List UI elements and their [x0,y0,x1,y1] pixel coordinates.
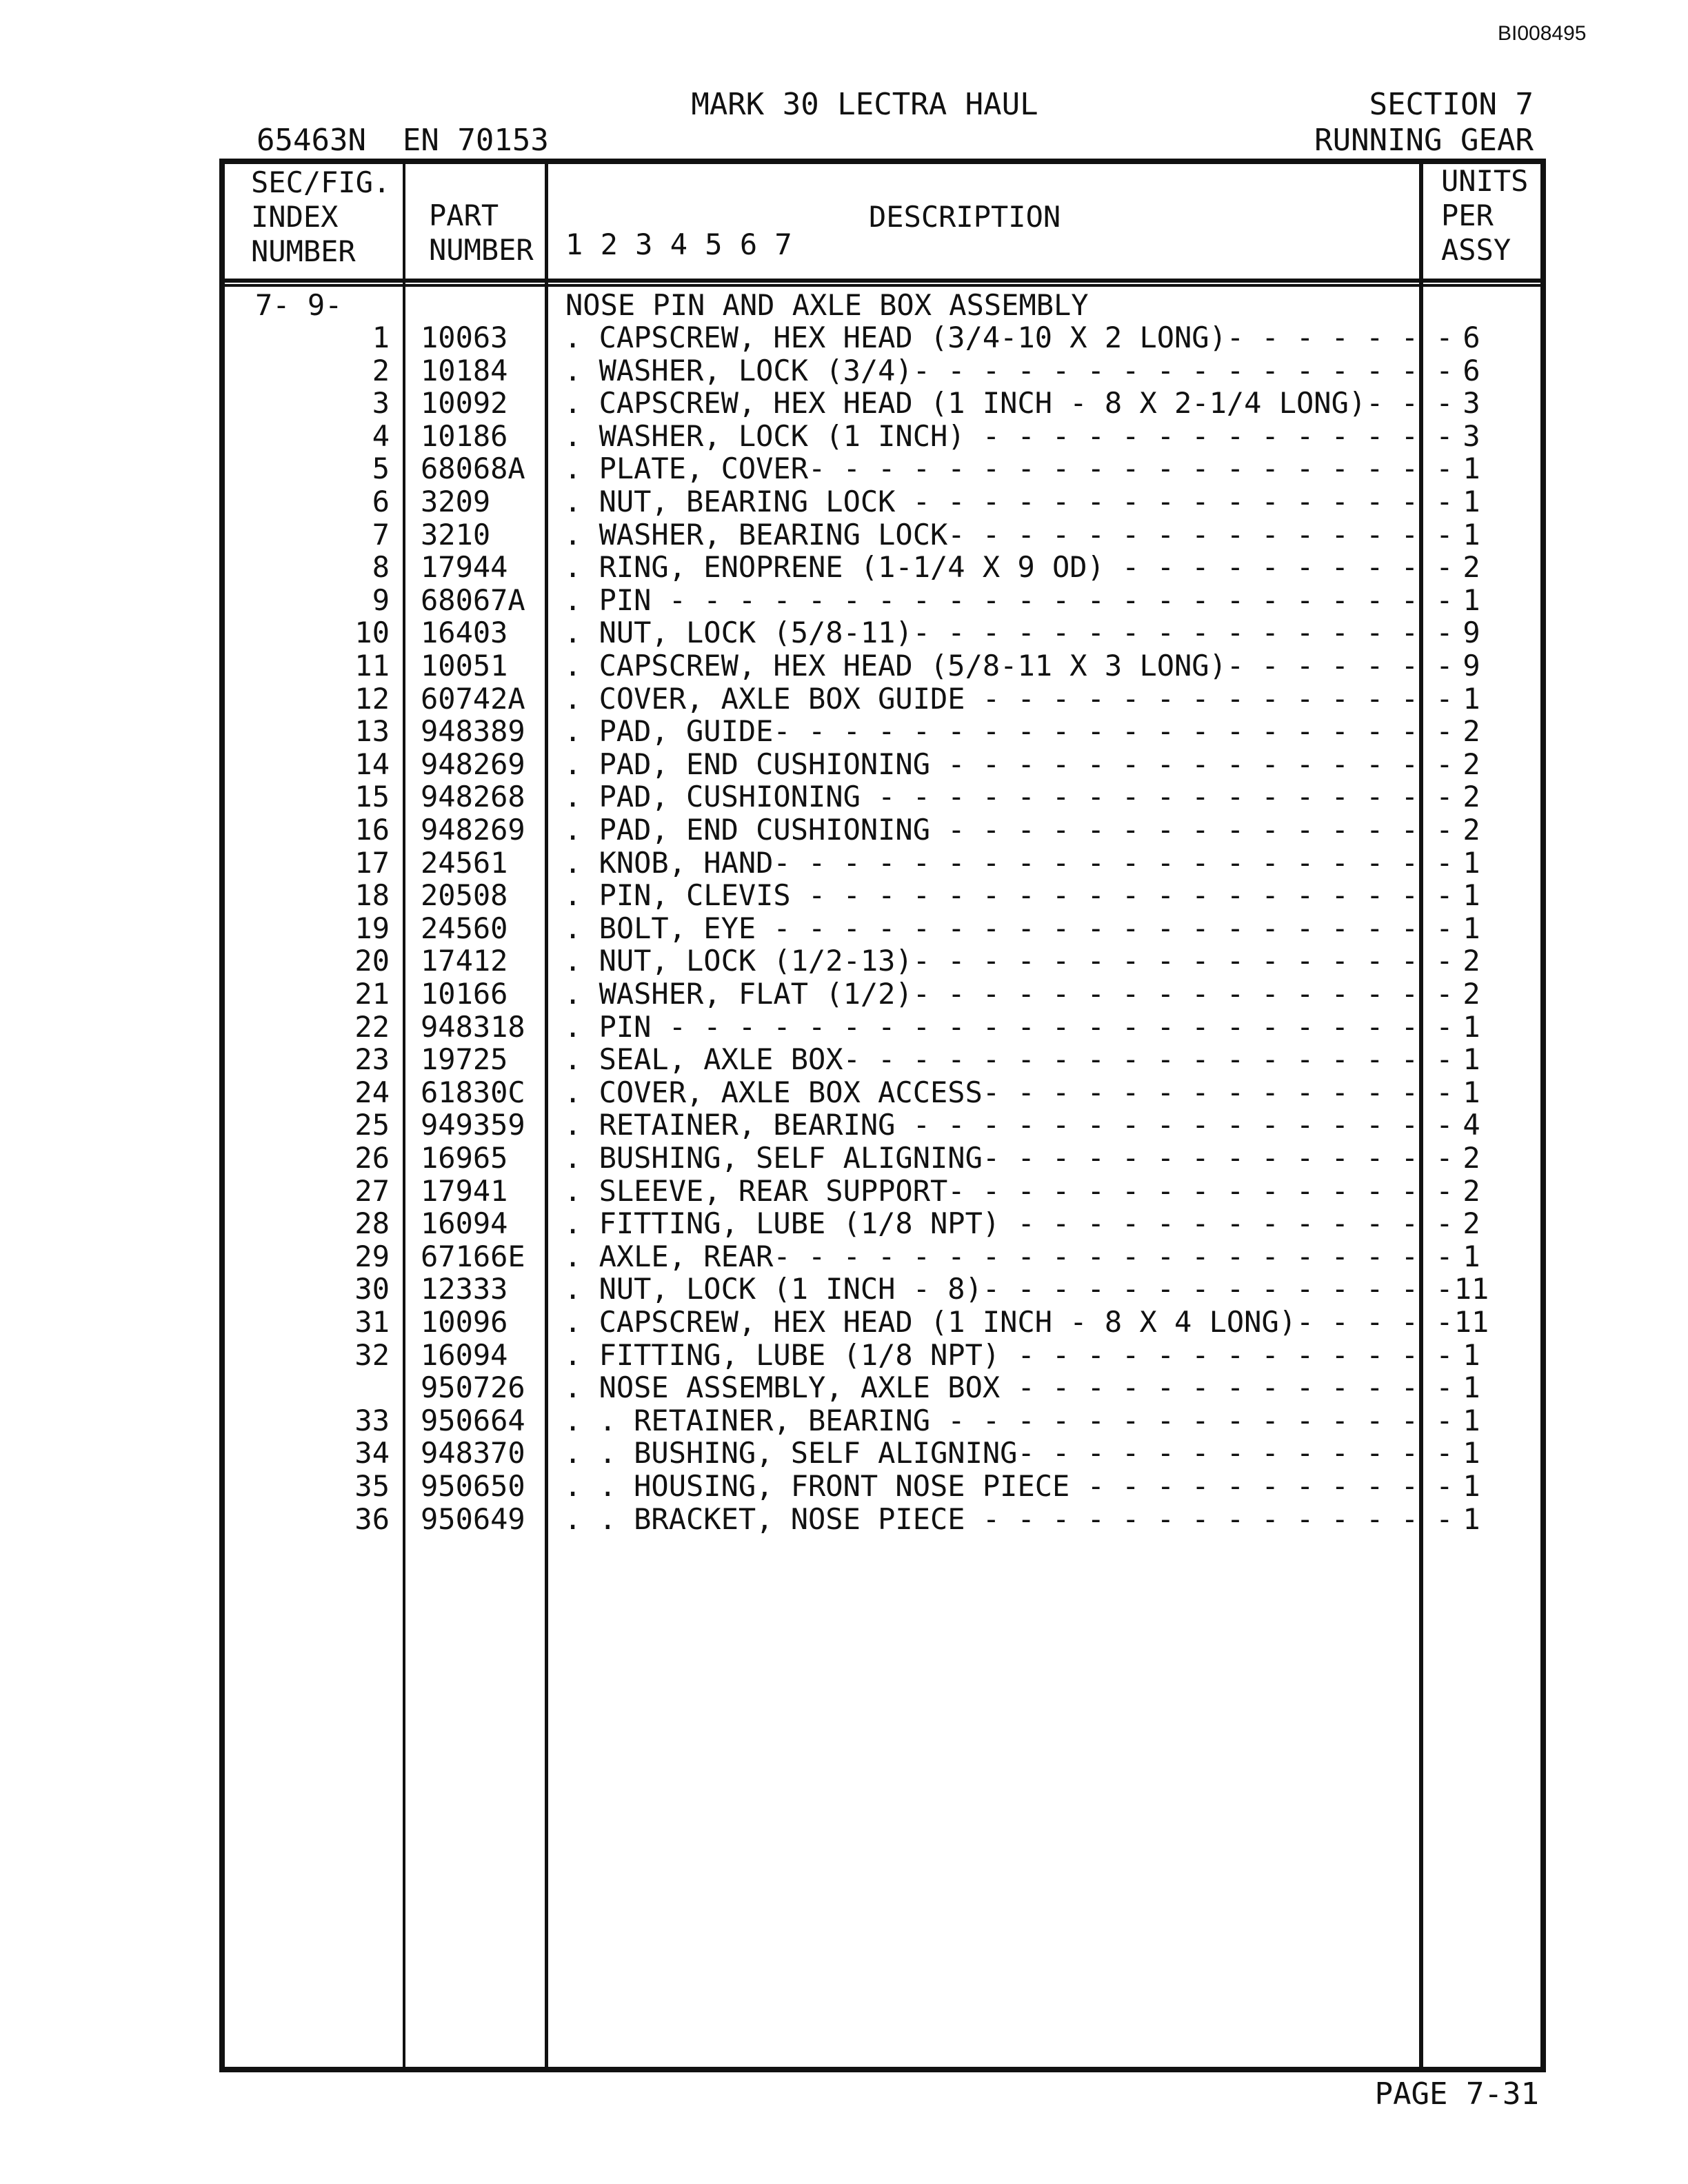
table-row [0,616,1688,649]
part-description: . CAPSCREW, HEX HEAD (3/4-10 X 2 LONG)- - - - - - - [564,321,1454,354]
part-description: . WASHER, FLAT (1/2)- - - - - - - - - - - - - - - - [564,977,1454,1011]
item-index: 10 [354,616,390,650]
table-row [0,485,1688,518]
part-description: . NUT, BEARING LOCK - - - - - - - - - - - - - - - - [564,485,1454,518]
item-index: 29 [354,1239,390,1273]
table-row [0,518,1688,552]
part-number: 950664 [421,1403,525,1437]
part-number: 67166E [421,1239,525,1273]
page-number: PAGE 7-31 [1374,2076,1539,2112]
part-number: 10186 [421,418,508,453]
item-index: 3 [372,386,390,421]
units-per-assy: 3 [1463,418,1480,453]
item-index: 33 [354,1403,390,1437]
item-index: 25 [354,1108,390,1142]
part-number: 948318 [421,1009,525,1044]
part-description: . CAPSCREW, HEX HEAD (1 INCH - 8 X 2-1/4 LONG)- - - [564,386,1454,421]
part-description: . NUT, LOCK (5/8-11)- - - - - - - - - - - - - - - - [564,616,1454,650]
table-row [0,1371,1688,1404]
part-description: . NUT, LOCK (1/2-13)- - - - - - - - - - - - - - - - [564,944,1454,978]
part-number: 10051 [421,649,508,682]
part-description: . SLEEVE, REAR SUPPORT- - - - - - - - - - - - - - - [564,1173,1454,1208]
part-description: . PAD, CUSHIONING - - - - - - - - - - - - - - - - - [564,780,1454,814]
part-number: 16403 [421,616,508,650]
column-header-description: DESCRIPTION [869,200,1061,234]
column-header-part-number: PART NUMBER [429,199,534,267]
model-number: 65463N EN 70153 [257,123,549,158]
units-per-assy: 6 [1463,353,1480,387]
units-per-assy: 1 [1463,452,1480,486]
part-number: 10184 [421,353,508,387]
part-number: 24561 [421,845,508,880]
item-index: 8 [372,550,390,585]
units-per-assy: 3 [1463,386,1480,421]
part-description: . PAD, END CUSHIONING - - - - - - - - - - - - - - - [564,747,1454,781]
part-number: 16094 [421,1337,508,1372]
part-description: . KNOB, HAND- - - - - - - - - - - - - - - - - - - - [564,845,1454,880]
table-row [0,780,1688,813]
part-number: 12333 [421,1272,508,1306]
part-description: . SEAL, AXLE BOX- - - - - - - - - - - - - - - - - - [564,1042,1454,1077]
units-per-assy: 2 [1463,1173,1480,1208]
table-row [0,649,1688,682]
part-description: . AXLE, REAR- - - - - - - - - - - - - - - - - - - - [564,1239,1454,1273]
part-number: 10096 [421,1305,508,1339]
part-number: 948269 [421,747,525,781]
table-row [0,813,1688,847]
header-divider [219,279,1546,283]
units-per-assy: 1 [1463,681,1480,716]
part-number: 60742A [421,681,525,716]
part-number: 3209 [421,485,491,518]
item-index: 13 [354,714,390,749]
part-description: . FITTING, LUBE (1/8 NPT) - - - - - - - - - - - - - [564,1337,1454,1372]
units-per-assy: 2 [1463,550,1480,585]
part-description: . BOLT, EYE - - - - - - - - - - - - - - - - - - - - [564,911,1454,945]
item-index: 22 [354,1009,390,1044]
units-per-assy: 1 [1463,1075,1480,1109]
units-per-assy: 2 [1463,813,1480,847]
item-index: 27 [354,1173,390,1208]
item-index: 11 [354,649,390,682]
part-description: . PIN, CLEVIS - - - - - - - - - - - - - - - - - - - [564,878,1454,913]
part-description: . PIN - - - - - - - - - - - - - - - - - - - - - - - [564,1009,1454,1044]
part-number: 948370 [421,1436,525,1470]
part-description: . PIN - - - - - - - - - - - - - - - - - - - - - - - [564,583,1454,617]
part-number: 948389 [421,714,525,749]
part-description: . CAPSCREW, HEX HEAD (5/8-11 X 3 LONG)- - - - - - - [564,649,1454,682]
units-per-assy: 2 [1463,1206,1480,1241]
table-row [0,584,1688,617]
part-description: . WASHER, BEARING LOCK- - - - - - - - - - - - - - - [564,517,1454,552]
table-row [0,551,1688,584]
item-index: 20 [354,944,390,978]
section-label: SECTION 7 [1369,87,1534,122]
units-per-assy: 6 [1463,321,1480,354]
column-header-index: SEC/FIG. INDEX NUMBER [251,165,391,268]
units-per-assy: 1 [1463,911,1480,945]
table-row [0,1076,1688,1109]
item-index: 21 [354,977,390,1011]
table-row [0,354,1688,387]
part-number: 950726 [421,1371,525,1405]
units-per-assy: 2 [1463,1141,1480,1175]
units-per-assy: 1 [1463,1009,1480,1044]
units-per-assy: 1 [1463,845,1480,880]
item-index: 23 [354,1042,390,1077]
part-number: 20508 [421,878,508,913]
part-number: 16965 [421,1141,508,1175]
table-row [0,1109,1688,1142]
units-per-assy: 1 [1463,1469,1480,1503]
item-index: 12 [354,681,390,716]
part-description: . PAD, GUIDE- - - - - - - - - - - - - - - - - - - - [564,714,1454,749]
units-per-assy: 9 [1463,616,1480,650]
item-index: 7 [372,517,390,552]
item-index: 18 [354,878,390,913]
item-index: 9 [372,583,390,617]
item-index: 6 [372,485,390,518]
part-description: . FITTING, LUBE (1/8 NPT) - - - - - - - - - - - - - [564,1206,1454,1241]
table-row [0,912,1688,945]
units-per-assy: 2 [1463,780,1480,814]
units-per-assy: 2 [1463,747,1480,781]
table-row [0,1273,1688,1306]
column-header-indent-levels: 1 2 3 4 5 6 7 [565,228,792,261]
part-description: . NOSE ASSEMBLY, AXLE BOX - - - - - - - - - - - - - [564,1371,1454,1405]
part-description: . . HOUSING, FRONT NOSE PIECE - - - - - - - - - - - [564,1469,1454,1503]
item-index: 28 [354,1206,390,1241]
part-number: 68068A [421,452,525,486]
units-per-assy: 1 [1463,1403,1480,1437]
part-number: 16094 [421,1206,508,1241]
part-number: 17412 [421,944,508,978]
item-index: 31 [354,1305,390,1339]
units-per-assy: 1 [1463,1371,1480,1405]
item-index: 35 [354,1469,390,1503]
units-per-assy: 11 [1454,1305,1489,1339]
units-per-assy: 9 [1463,649,1480,682]
table-row [0,1470,1688,1503]
table-row [0,1142,1688,1175]
item-index: 32 [354,1337,390,1372]
figure-number: 7- 9- [255,288,343,322]
item-index: 24 [354,1075,390,1109]
part-number: 61830C [421,1075,525,1109]
part-number: 24560 [421,911,508,945]
item-index: 17 [354,845,390,880]
part-description: . PAD, END CUSHIONING - - - - - - - - - - - - - - - [564,813,1454,847]
units-per-assy: 1 [1463,583,1480,617]
item-index: 34 [354,1436,390,1470]
units-per-assy: 1 [1463,485,1480,518]
part-description: . COVER, AXLE BOX GUIDE - - - - - - - - - - - - - - [564,681,1454,716]
table-row [0,452,1688,485]
assembly-title: NOSE PIN AND AXLE BOX ASSEMBLY [565,288,1089,322]
units-per-assy: 2 [1463,944,1480,978]
part-description: . RETAINER, BEARING - - - - - - - - - - - - - - - - [564,1108,1454,1142]
part-description: . CAPSCREW, HEX HEAD (1 INCH - 8 X 4 LONG)- - - - - [564,1305,1454,1339]
table-row [0,1404,1688,1437]
table-row [0,1306,1688,1339]
units-per-assy: 2 [1463,977,1480,1011]
units-per-assy: 1 [1463,1337,1480,1372]
part-description: . WASHER, LOCK (3/4)- - - - - - - - - - - - - - - - [564,353,1454,387]
part-description: . . BUSHING, SELF ALIGNING- - - - - - - - - - - - - [564,1436,1454,1470]
item-index: 30 [354,1272,390,1306]
table-row [0,1503,1688,1536]
document-id: BI008495 [1498,22,1587,45]
table-row [0,682,1688,716]
table-row [0,1339,1688,1372]
table-row [0,321,1688,354]
subsection-label: RUNNING GEAR [1314,123,1534,158]
part-number: 949359 [421,1108,525,1142]
part-number: 10166 [421,977,508,1011]
part-number: 10092 [421,386,508,421]
item-index: 26 [354,1141,390,1175]
page-title: MARK 30 LECTRA HAUL [691,87,1038,122]
part-description: . COVER, AXLE BOX ACCESS- - - - - - - - - - - - - - [564,1075,1454,1109]
item-index: 1 [372,321,390,354]
item-index: 14 [354,747,390,781]
part-number: 948268 [421,780,525,814]
part-description: . WASHER, LOCK (1 INCH) - - - - - - - - - - - - - - [564,418,1454,453]
part-number: 17944 [421,550,508,585]
units-per-assy: 4 [1463,1108,1480,1142]
table-row [0,420,1688,453]
table-row [0,1043,1688,1076]
item-index: 4 [372,418,390,453]
item-index: 36 [354,1502,390,1536]
units-per-assy: 1 [1463,1042,1480,1077]
units-per-assy: 1 [1463,517,1480,552]
part-number: 68067A [421,583,525,617]
part-number: 19725 [421,1042,508,1077]
table-row [0,1240,1688,1273]
part-description: . . BRACKET, NOSE PIECE - - - - - - - - - - - - - - [564,1502,1454,1536]
item-index: 19 [354,911,390,945]
part-number: 950649 [421,1502,525,1536]
table-row [0,1437,1688,1470]
table-row [0,978,1688,1011]
part-number: 17941 [421,1173,508,1208]
table-row [0,879,1688,912]
part-description: . PLATE, COVER- - - - - - - - - - - - - - - - - - - [564,452,1454,486]
table-row [0,847,1688,880]
table-row [0,1207,1688,1240]
item-index: 2 [372,353,390,387]
header-divider [219,284,1546,287]
units-per-assy: 1 [1463,1436,1480,1470]
item-index: 5 [372,452,390,486]
item-index: 15 [354,780,390,814]
table-row [0,944,1688,978]
units-per-assy: 11 [1454,1272,1489,1306]
units-per-assy: 2 [1463,714,1480,749]
part-number: 948269 [421,813,525,847]
units-per-assy: 1 [1463,1239,1480,1273]
units-per-assy: 1 [1463,1502,1480,1536]
table-row [0,1011,1688,1044]
part-number: 10063 [421,321,508,354]
column-header-units-per-assy: UNITS PER ASSY [1441,164,1529,267]
units-per-assy: 1 [1463,878,1480,913]
table-row [0,387,1688,420]
table-row [0,1175,1688,1208]
part-number: 950650 [421,1469,525,1503]
part-description: . NUT, LOCK (1 INCH - 8)- - - - - - - - - - - - - - [564,1272,1454,1306]
item-index: 16 [354,813,390,847]
part-description: . BUSHING, SELF ALIGNING- - - - - - - - - - - - - - [564,1141,1454,1175]
part-description: . RING, ENOPRENE (1-1/4 X 9 OD) - - - - - - - - - - [564,550,1454,585]
part-description: . . RETAINER, BEARING - - - - - - - - - - - - - - - [564,1403,1454,1437]
table-row [0,715,1688,748]
table-row [0,748,1688,781]
part-number: 3210 [421,517,491,552]
